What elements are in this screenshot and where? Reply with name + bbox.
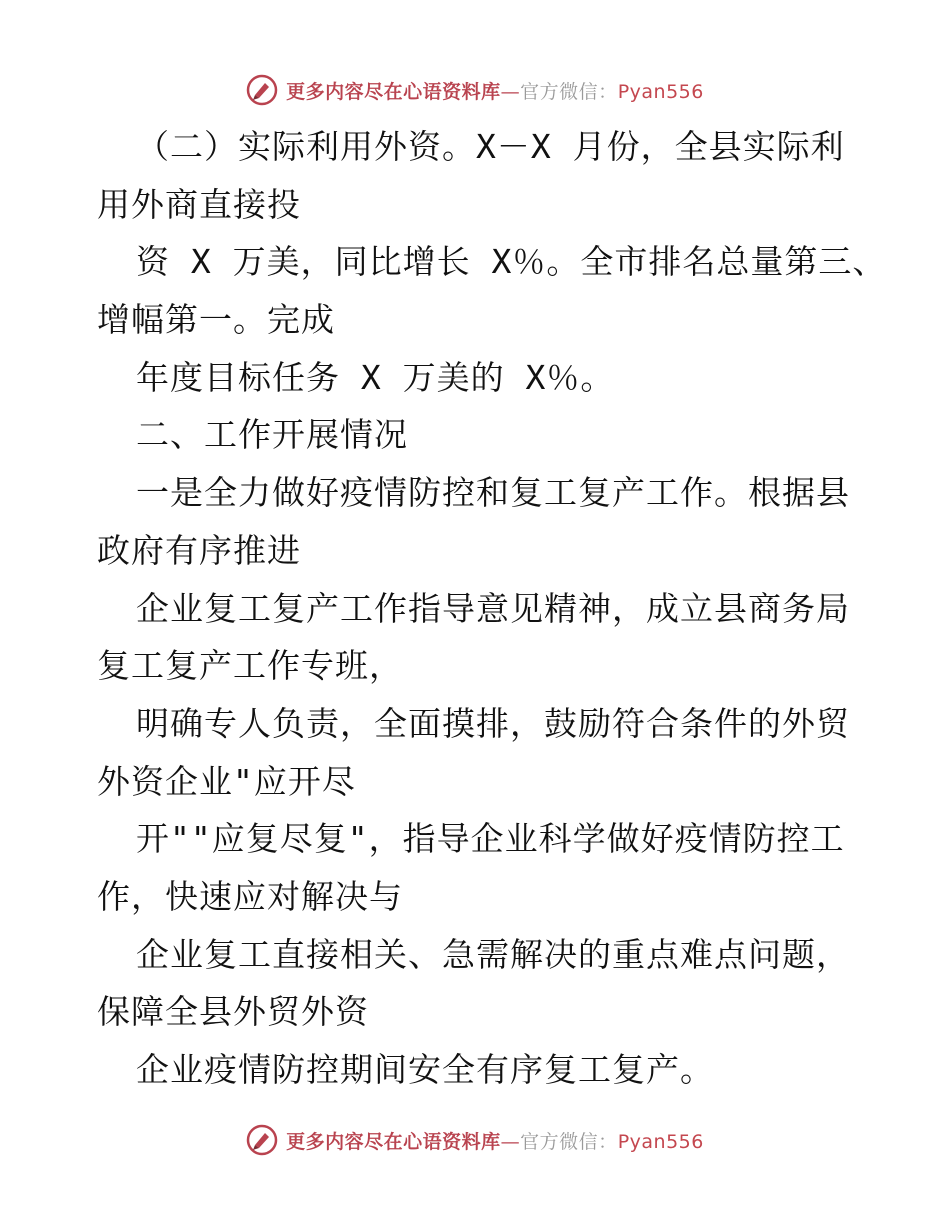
text-line: 增幅第一。完成 bbox=[97, 300, 335, 340]
header-watermark bbox=[0, 70, 950, 110]
footer-watermark bbox=[0, 1120, 950, 1160]
book-pen-logo-icon bbox=[246, 74, 278, 106]
text-line: 企业复工直接相关、急需解决的重点难点问题， bbox=[136, 934, 850, 974]
text-line: 一是全力做好疫情防控和复工复产工作。根据县 bbox=[136, 473, 850, 513]
text-line: 资 X 万美，同比增长 X％。全市排名总量第三、 bbox=[136, 242, 887, 282]
text-line: 年度目标任务 X 万美的 X％。 bbox=[136, 357, 615, 397]
book-pen-logo-icon bbox=[246, 1124, 278, 1156]
text-line: 开""应复尽复"，指导企业科学做好疫情防控工 bbox=[136, 819, 845, 859]
text-line: 用外商直接投 bbox=[97, 184, 301, 224]
text-line: 复工复产工作专班， bbox=[97, 646, 403, 686]
text-line: 外资企业"应开尽 bbox=[97, 761, 356, 801]
watermark-text: 更多内容尽在心语资料库—官方微信：Pyan556 bbox=[286, 1130, 704, 1153]
text-line: 企业复工复产工作指导意见精神，成立县商务局 bbox=[136, 588, 850, 628]
text-line: 二、工作开展情况 bbox=[136, 415, 408, 455]
watermark-text: 更多内容尽在心语资料库—官方微信：Pyan556 bbox=[286, 80, 704, 103]
text-line: 企业疫情防控期间安全有序复工复产。 bbox=[136, 1050, 714, 1089]
text-line: 保障全县外贸外资 bbox=[97, 992, 369, 1032]
document-body bbox=[97, 118, 887, 1099]
text-line: 政府有序推进 bbox=[97, 530, 301, 570]
text-line: 明确专人负责，全面摸排，鼓励符合条件的外贸 bbox=[136, 703, 850, 743]
text-line: （二）实际利用外资。X－X 月份，全县实际利 bbox=[136, 127, 845, 166]
text-line: 作，快速应对解决与 bbox=[97, 876, 403, 916]
